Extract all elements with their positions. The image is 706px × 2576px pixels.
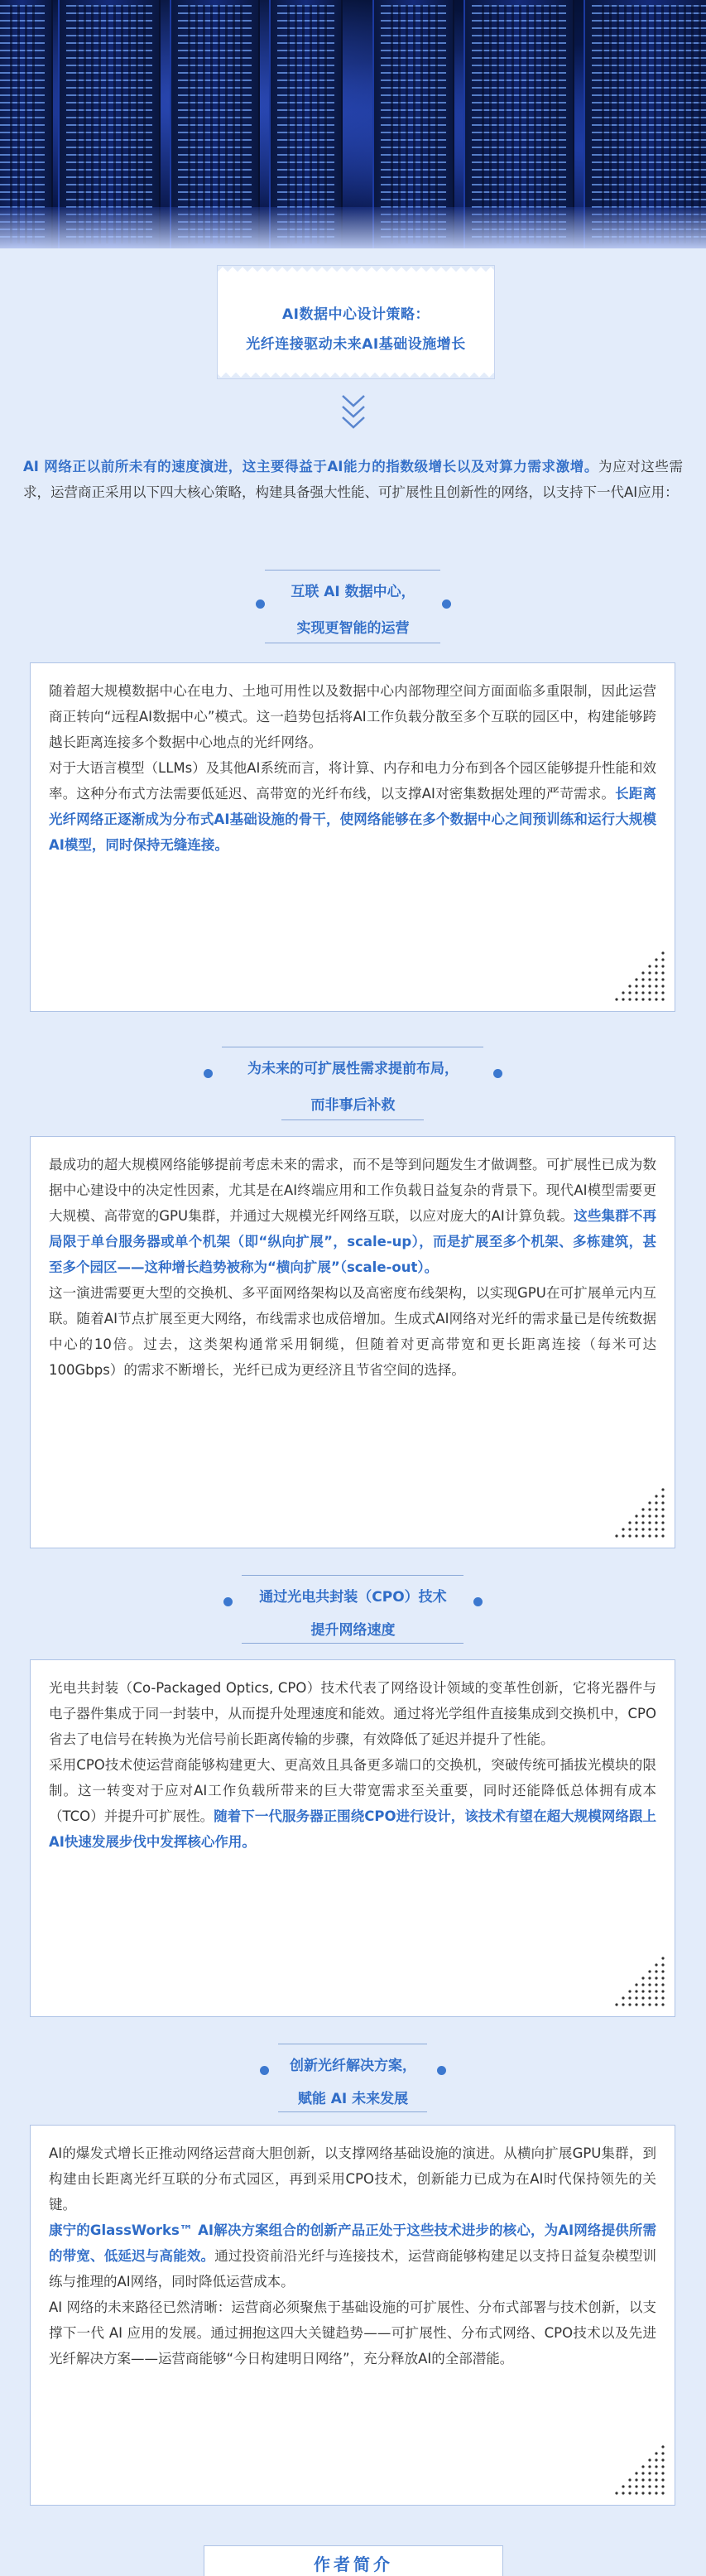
section-1-heading-line-2: 实现更智能的运营 <box>296 620 410 637</box>
zigzag-edge <box>218 266 494 274</box>
section-1-highlight: 长距离光纤网络正逐渐成为分布式AI基础设施的骨干，使网络能够在多个数据中心之间预训练和运行大规模AI模型，同时保持无缝连接。 <box>49 786 656 853</box>
section-2-heading-line-2: 而非事后补救 <box>310 1097 396 1114</box>
bullet-dot <box>204 1069 213 1078</box>
floor-reflection <box>0 207 706 248</box>
section-1-content-box <box>30 662 675 1012</box>
zigzag-edge <box>218 370 494 378</box>
section-2-paragraph-2: 这一演进需要更大型的交换机、多平面网络架构以及高密度布线架构，以实现GPU在可扩展单元内互联。随着AI节点扩展至更大网络，布线需求也成倍增加。生成式AI网络对光纤的需求量已是传统数据中心的10倍。过去，这类架构通常采用铜缆，但随着对更高带宽和更长距离连接（每米可达100Gbps）的需求不断增长，光纤已成为更经济且节省空间的选择。 <box>49 1285 656 1378</box>
intro-highlight: AI 网络正以前所未有的速度演进，这主要得益于AI能力的指数级增长以及对算力需求激增。 <box>23 459 598 474</box>
section-4-text: 通过投资前沿光纤与连接技术，运营商能够构建足以支持日益复杂模型训练与推理的AI网络，同时降低运营成本。 <box>49 2248 657 2290</box>
section-3-highlight: 随着下一代服务器正围绕CPO进行设计，该技术有望在超大规模网络跟上AI快速发展步伐中发挥核心作用。 <box>49 1808 656 1850</box>
section-3-heading-line-2: 提升网络速度 <box>310 1622 396 1639</box>
intro-text: 为应对这些需求，运营商正采用以下四大核心策略，构建具备强大性能、可扩展性且创新性的网络，以支持下一代AI应用： <box>23 459 684 500</box>
bullet-dot <box>493 1069 502 1078</box>
dot-pattern-icon <box>612 1485 666 1539</box>
dot-pattern-icon <box>612 2442 666 2497</box>
section-3-paragraph-1: 光电共封装（Co-Packaged Optics, CPO）技术代表了网络设计领域的变革性创新，它将光器件与电子器件集成于同一封装中，从而提升处理速度和能效。通过将光学组件直接集成到交换机中，CPO省去了电信号在转换为光信号前长距离传输的步骤，有效降低了延迟并提升了性能。 <box>49 1680 656 1747</box>
bullet-dot <box>473 1597 483 1606</box>
section-3-paragraph-2 <box>49 1752 656 1855</box>
heading-rule <box>278 2111 427 2112</box>
section-3-content-box <box>30 1659 675 2017</box>
bullet-dot <box>256 599 265 609</box>
section-4-content-box <box>30 2125 675 2506</box>
heading-rule <box>242 1575 463 1576</box>
section-4-heading-line-2: 赋能 AI 未来发展 <box>297 2091 409 2107</box>
section-2-content-box <box>30 1136 675 1548</box>
dot-pattern-icon <box>612 1953 666 2008</box>
bullet-dot <box>442 599 451 609</box>
bullet-dot <box>223 1597 233 1606</box>
section-4-heading-line-1: 创新光纤解决方案， <box>290 2058 416 2074</box>
section-3-heading-line-1: 通过光电共封装（CPO）技术 <box>259 1589 447 1606</box>
section-1-text: 对于大语言模型（LLMs）及其他AI系统而言，将计算、内存和电力分布到各个园区能够提升性能和效率。这种分布式方法需要低延迟、高带宽的光纤布线，以支撑AI对密集数据处理的严苛需求。 <box>49 760 656 802</box>
bullet-dot <box>260 2066 269 2075</box>
section-2-text: 最成功的超大规模网络能够提前考虑未来的需求，而不是等到问题发生才做调整。可扩展性已成为数据中心建设中的决定性因素，尤其是在AI终端应用和工作负载日益复杂的背景下。现代AI模型需要更大规模、高带宽的GPU集群，并通过大规模光纤网络互联，以应对庞大的AI计算负载。 <box>49 1157 656 1224</box>
dot-pattern-icon <box>612 948 666 1003</box>
section-2-heading-line-1: 为未来的可扩展性需求提前布局， <box>247 1061 459 1077</box>
section-1-paragraph-1: 随着超大规模数据中心在电力、土地可用性以及数据中心内部物理空间方面面临多重限制，因此运营商正转向“远程AI数据中心”模式。这一趋势包括将AI工作负载分散至多个互联的园区中，构建能够跨越长距离连接多个数据中心地点的光纤网络。 <box>49 683 656 750</box>
heading-rule <box>265 570 440 571</box>
bullet-dot <box>437 2066 446 2075</box>
hero-image-server-racks <box>0 0 706 248</box>
section-2-paragraph-1 <box>49 1152 656 1280</box>
heading-rule <box>281 1119 424 1120</box>
title-line-2: 光纤连接驱动未来AI基础设施增长 <box>246 336 466 353</box>
section-4-paragraph-1: AI的爆发式增长正推动网络运营商大胆创新，以支撑网络基础设施的演进。从横向扩展GPU集群，到构建由长距离光纤互联的分布式园区，再到采用CPO技术，创新能力已成为在AI时代保持领先的关键。 <box>49 2145 656 2212</box>
section-1-paragraph-2 <box>49 755 656 858</box>
title-line-1: AI数据中心设计策略： <box>282 306 430 323</box>
section-3-text: 采用CPO技术使运营商能够构建更大、更高效且具备更多端口的交换机，突破传统可插拔光模块的限制。这一转变对于应对AI工作负载所带来的巨大带宽需求至关重要，同时还能降低总体拥有成本（TCO）并提升可扩展性。 <box>49 1757 656 1824</box>
title-card <box>217 265 495 379</box>
section-4-paragraph-3: AI 网络的未来路径已然清晰：运营商必须聚焦于基础设施的可扩展性、分布式部署与技术创新，以支撑下一代 AI 应用的发展。通过拥抱这四大关键趋势——可扩展性、分布式网络、CPO技术以及先进光纤解决方案——运营商能够“今日构建明日网络”，充分释放AI的全部潜能。 <box>49 2299 656 2367</box>
intro-paragraph <box>23 454 683 505</box>
author-intro-heading <box>204 2545 503 2576</box>
heading-rule <box>242 1643 463 1644</box>
section-1-heading-line-1: 互联 AI 数据中心， <box>291 584 415 600</box>
section-2-highlight: 这些集群不再局限于单台服务器或单个机架（即“纵向扩展”，scale-up），而是扩展至多个机架、多栋建筑，甚至多个园区——这种增长趋势被称为“横向扩展”（scale-out）。 <box>49 1208 657 1275</box>
author-caption: 作者简介 <box>314 2554 393 2574</box>
section-4-paragraph-2 <box>49 2217 656 2294</box>
section-4-highlight: 康宁的GlassWorks™ AI解决方案组合的创新产品正处于这些技术进步的核心，为AI网络提供所需的带宽、低延迟与高能效。 <box>49 2222 656 2264</box>
chevron-down-icon <box>340 392 367 431</box>
